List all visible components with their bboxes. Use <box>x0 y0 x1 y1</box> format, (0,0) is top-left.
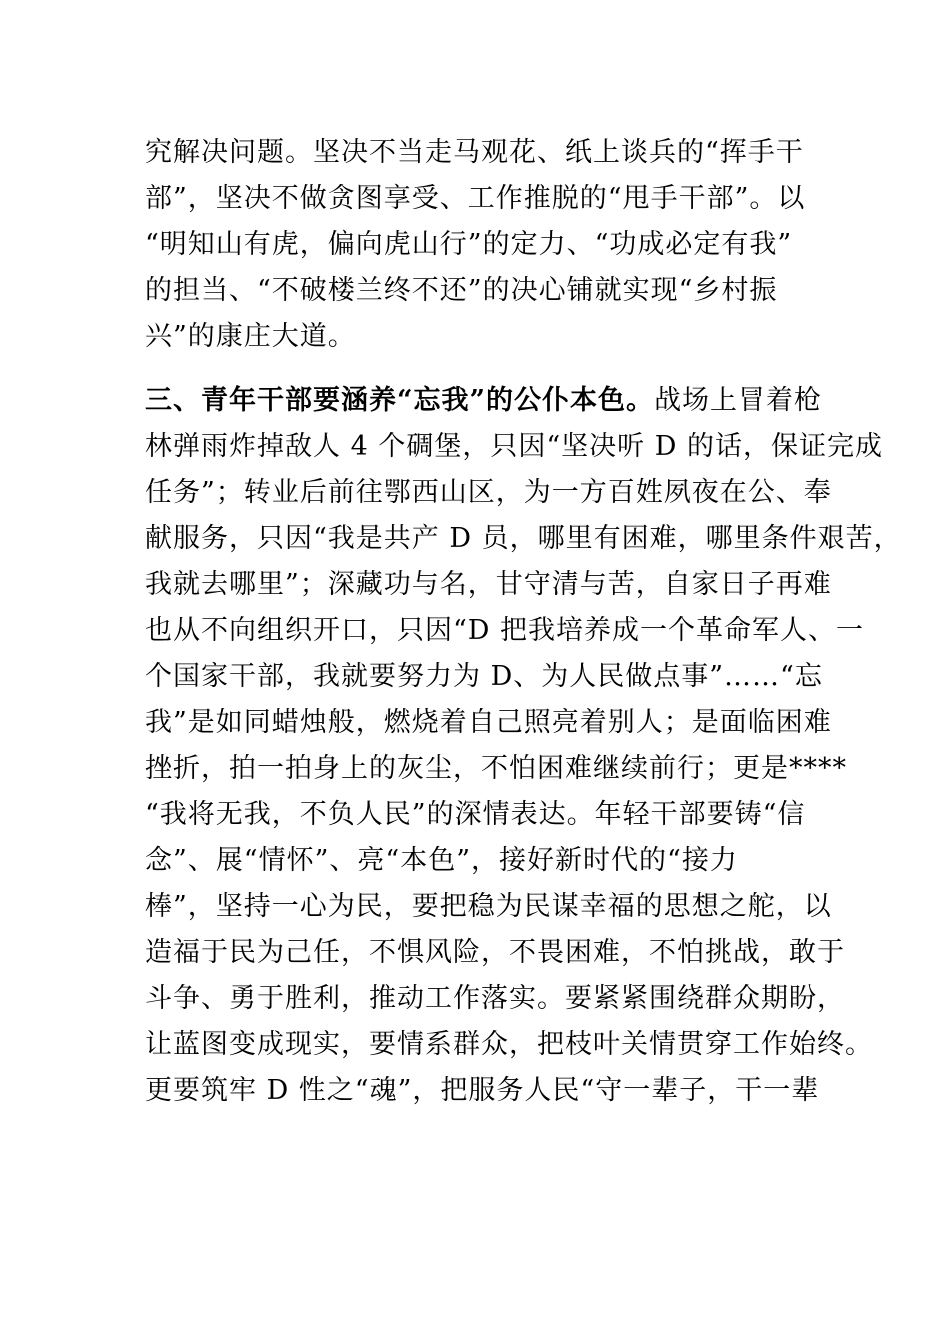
text-line: 挫折，拍一拍身上的灰尘，不怕困难继续前行；更是**** <box>145 753 847 784</box>
paragraph-1 <box>145 130 835 360</box>
text-line: 斗争、勇于胜利，推动工作落实。要紧紧围绕群众期盼， <box>145 983 845 1014</box>
text-line: 林弹雨炸掉敌人 4 个碉堡，只因“坚决听 D 的话，保证完成 <box>145 431 883 462</box>
text-line: 我”是如同蜡烛般，燃烧着自己照亮着别人；是面临困难 <box>145 707 832 738</box>
text-line: 也从不向组织开口，只因“D 把我培养成一个革命军人、一 <box>145 615 865 646</box>
text-line: 个国家干部，我就要努力为 D、为人民做点事”……“忘 <box>145 661 823 692</box>
text-line: 念”、展“情怀”、亮“本色”，接好新时代的“接力 <box>145 845 738 876</box>
paragraph-2 <box>145 378 902 1114</box>
text-line: 造福于民为己任，不惧风险，不畏困难，不怕挑战，敢于 <box>145 937 845 968</box>
text-line: 任务”；转业后前往鄂西山区，为一方百姓夙夜在公、奉 <box>145 477 832 508</box>
text-line: 部”，坚决不做贪图享受、工作推脱的“甩手干部”。以 <box>145 183 806 214</box>
text-line: 献服务，只因“我是共产 D 员，哪里有困难，哪里条件艰苦， <box>145 523 902 554</box>
text-line: 兴”的康庄大道。 <box>145 321 356 352</box>
paragraph-gap <box>145 360 835 378</box>
text-line: 的担当、“不破楼兰终不还”的决心铺就实现“乡村振 <box>145 275 778 306</box>
section-heading: 三、青年干部要涵养“忘我”的公仆本色。 <box>145 385 655 416</box>
text-line: 棒”，坚持一心为民，要把稳为民谋幸福的思想之舵，以 <box>145 891 832 922</box>
text-line: 让蓝图变成现实，要情系群众，把枝叶关情贯穿工作始终。 <box>145 1029 873 1060</box>
text-line: “明知山有虎，偏向虎山行”的定力、“功成必定有我” <box>145 229 793 260</box>
document-body <box>145 130 902 1114</box>
text-line: 我就去哪里”；深藏功与名，甘守清与苦，自家日子再难 <box>145 569 832 600</box>
text-run: 战场上冒着枪 <box>654 385 823 416</box>
text-line: “我将无我，不负人民”的深情表达。年轻干部要铸“信 <box>145 799 806 830</box>
text-line-with-heading <box>145 378 835 424</box>
text-line: 更要筑牢 D 性之“魂”，把服务人民“守一辈子，干一辈 <box>145 1075 820 1106</box>
text-line: 究解决问题。坚决不当走马观花、纸上谈兵的“挥手干 <box>145 137 804 168</box>
